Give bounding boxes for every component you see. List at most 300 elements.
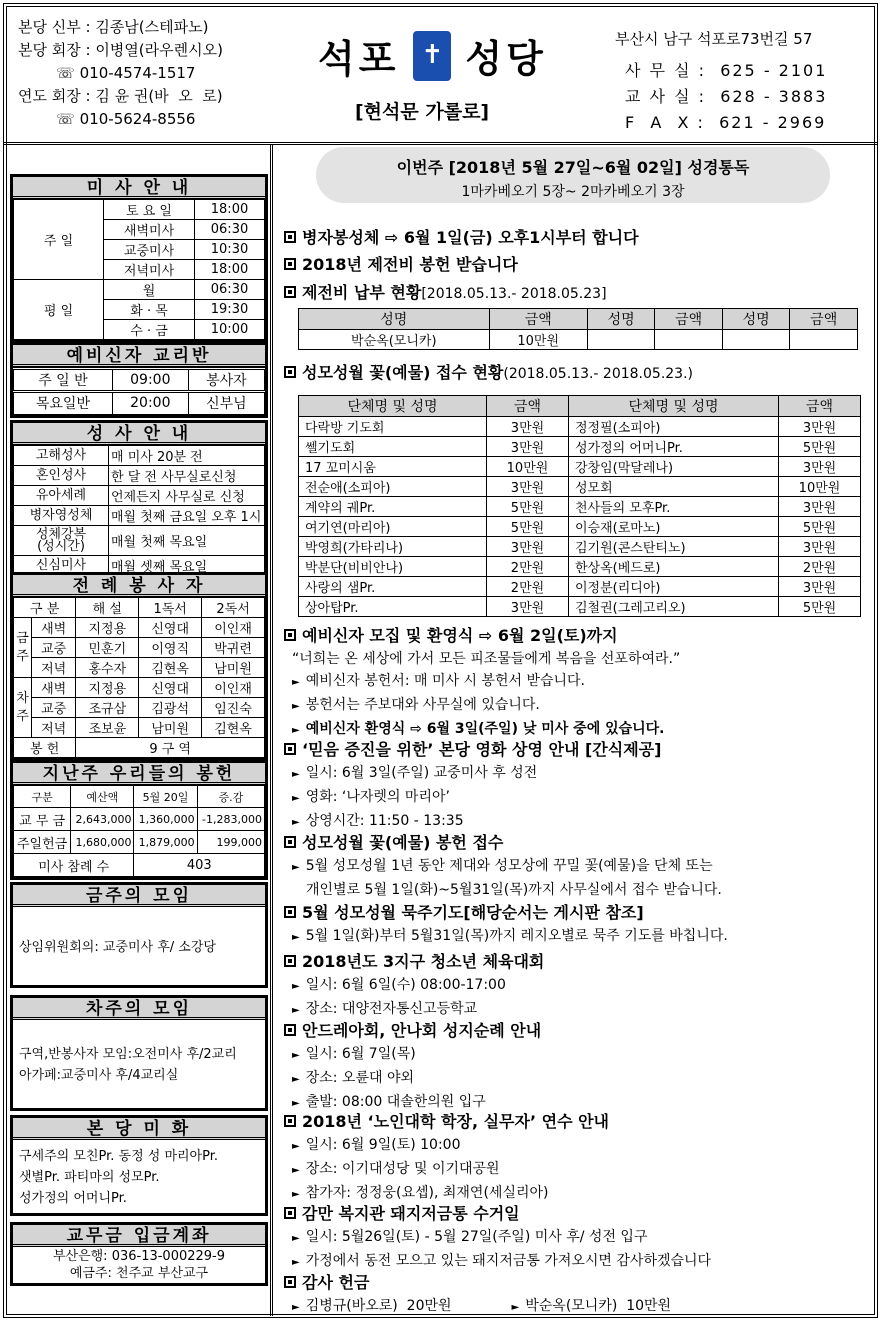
bullet-text: 일시: 6월 6일(수) 08:00-17:00 — [305, 977, 506, 993]
mass-name: 수 · 금 — [104, 320, 195, 340]
server-cell: 신영대 — [139, 678, 202, 698]
table-row — [299, 517, 861, 537]
bullet-text: 참가자: 정정웅(요셉), 최재연(세실리아) — [305, 1185, 549, 1201]
server-cell: 남미원 — [202, 658, 265, 678]
notice-title: 제전비 납부 현황 — [302, 283, 422, 302]
table-row — [14, 526, 265, 556]
table-row — [14, 698, 265, 718]
triangle-bullet-icon: ► — [292, 1074, 300, 1085]
table-row — [299, 457, 861, 477]
bullet-text: 장소: 이기대성당 및 이기대공원 — [305, 1161, 500, 1177]
notice-title: ‘믿음 증진을 위한’ 본당 영화 상영 안내 [간식제공] — [302, 740, 662, 759]
triangle-bullet-icon: ► — [292, 981, 300, 992]
table-row — [14, 658, 265, 678]
sacrament-info: 언제든지 사무실로 신청 — [109, 486, 265, 506]
bullet-text: 장소: 대양전자통신고등학교 — [305, 1001, 478, 1017]
sacrament-info: 매 미사 20분 전 — [109, 446, 265, 466]
amount-cell: 5만원 — [779, 437, 861, 457]
notice-section — [284, 1271, 868, 1319]
notice-heading — [284, 1202, 868, 1226]
sacrament-name: 신심미사 — [14, 556, 109, 576]
column-header: 증.감 — [197, 786, 264, 808]
server-cell: 이영직 — [139, 638, 202, 658]
mass-name: 토 요 일 — [104, 200, 195, 220]
staff-line: ☏ 010-4574-1517 — [18, 64, 196, 82]
amount-cell: 3만원 — [487, 437, 569, 457]
table-row — [14, 466, 265, 486]
church-logo-icon: ✝ — [413, 31, 451, 81]
table-row — [299, 477, 861, 497]
server-cell: 저녁 — [32, 718, 76, 738]
catechumen-table — [13, 367, 265, 415]
phone-line: 사 무 실 : 625 - 2101 — [625, 61, 828, 80]
notice-heading — [284, 950, 868, 974]
bible-title: 이번주 [2018년 5월 27일~6월 02일] 성경통독 — [396, 158, 750, 177]
address: 부산시 남구 석포로73번길 57 — [615, 30, 813, 48]
square-bullet-icon — [284, 286, 296, 298]
staff-line: 연도 회장 : 김 윤 권(바 오 로) — [18, 87, 223, 105]
server-cell: 교중 — [32, 698, 76, 718]
column-header: 성명 — [299, 309, 490, 330]
column-header: 금액 — [790, 309, 858, 330]
table-cell: 신부님 — [188, 392, 264, 415]
bank-account — [10, 1222, 268, 1286]
sacrament-info: 매월 셋째 목요일 — [109, 556, 265, 576]
column-header: 성명 — [722, 309, 790, 330]
amount-cell: 2만원 — [487, 557, 569, 577]
staff-line: 본당 신부 : 김종남(스테파노) — [18, 18, 209, 36]
notice-section — [284, 831, 868, 901]
square-bullet-icon — [284, 366, 296, 378]
phone-line: 교 사 실 : 628 - 3883 — [625, 87, 828, 106]
square-bullet-icon — [284, 955, 296, 967]
triangle-bullet-icon: ► — [292, 793, 300, 804]
column-header: 단체명 및 성명 — [299, 396, 487, 417]
table-row — [14, 392, 265, 415]
staff-info — [18, 16, 223, 131]
table-row — [299, 497, 861, 517]
thanks-item: 박순옥(모니카) 10만원 — [525, 1298, 672, 1314]
column-header: 2독서 — [202, 598, 265, 618]
bullet-text: 예비신자 봉헌서: 매 미사 시 봉헌서 받습니다. — [305, 673, 586, 689]
triangle-bullet-icon: ► — [292, 1098, 300, 1109]
server-cell: 김현옥 — [139, 658, 202, 678]
table-row — [14, 280, 265, 300]
table-row — [14, 486, 265, 506]
flower-line: 성가정의 어머니Pr. — [19, 1191, 127, 1206]
box-title: 예비신자 교리반 — [13, 345, 265, 367]
triangle-bullet-icon: ► — [292, 677, 300, 688]
name-cell: 정정필(소피아) — [568, 417, 778, 437]
week-label: 차주 — [14, 678, 32, 738]
notice-heading — [284, 253, 868, 277]
column-header: 구분 — [14, 786, 71, 808]
amount-cell: 2만원 — [487, 577, 569, 597]
triangle-bullet-icon: ► — [292, 1302, 300, 1313]
notice-date-range: [2018.05.13.- 2018.05.23] — [421, 286, 607, 302]
sacrament-name: 유아세례 — [14, 486, 109, 506]
box-title: 본 당 미 화 — [13, 1118, 265, 1140]
notice-section — [284, 253, 868, 277]
column-header: 구 분 — [14, 598, 76, 618]
bullet-text: 출발: 08:00 대솔한의원 입구 — [305, 1094, 486, 1110]
server-cell: 새벽 — [32, 678, 76, 698]
table-header-row — [299, 309, 858, 330]
thanks-item: 김병규(바오로) 20만원 — [305, 1298, 452, 1314]
meeting-text: 상임위원회의: 교중미사 후/ 소강당 — [19, 940, 216, 955]
bullet-text: 가정에서 동전 모으고 있는 돼지저금통 가져오시면 감사하겠습니다 — [305, 1253, 712, 1269]
notice-heading — [284, 1110, 868, 1134]
table-row — [14, 506, 265, 526]
sacrament-info: 매월 첫째 목요일 — [109, 526, 265, 556]
table-cell: 주 일 반 — [14, 369, 113, 392]
table-row — [14, 808, 265, 831]
column-header: 해 설 — [76, 598, 139, 618]
server-cell: 김광석 — [139, 698, 202, 718]
staff-line: 본당 회장 : 이병열(라우렌시오) — [18, 41, 223, 59]
amount-cell: 3만원 — [487, 417, 569, 437]
bullet-text: 일시: 5월26일(토) - 5월 27일(주일) 미사 후/ 성전 입구 — [305, 1229, 648, 1245]
mass-time: 06:30 — [195, 280, 265, 300]
notice-heading — [284, 1019, 868, 1043]
liturgy-servers — [10, 572, 268, 761]
offering-table — [13, 785, 265, 877]
table-cell: 10만원 — [489, 330, 587, 350]
server-cell: 민훈기 — [76, 638, 139, 658]
server-cell: 지정용 — [76, 618, 139, 638]
table-cell: 박순옥(모니카) — [299, 330, 490, 350]
triangle-bullet-icon: ► — [511, 1302, 520, 1313]
name-cell: 여기연(마리아) — [299, 517, 487, 537]
table-row — [14, 678, 265, 698]
offering-cell: 1,360,000 — [134, 808, 197, 831]
mass-time: 18:00 — [195, 200, 265, 220]
box-title: 금주의 모임 — [13, 885, 265, 907]
attendance-label: 미사 참례 수 — [14, 854, 134, 877]
jejeonbi-table — [298, 308, 858, 350]
amount-cell: 5만원 — [779, 597, 861, 617]
square-bullet-icon — [284, 743, 296, 755]
sacrament-name: 병자영성체 — [14, 506, 109, 526]
server-cell: 홍수자 — [76, 658, 139, 678]
phone-line: F A X : 621 - 2969 — [625, 113, 827, 132]
triangle-bullet-icon: ► — [292, 1257, 300, 1268]
bullet-text: 영화: ‘나자렛의 마리아’ — [305, 789, 450, 805]
sacrament-name: 고해성사 — [14, 446, 109, 466]
mass-time: 06:30 — [195, 220, 265, 240]
bible-range: 1마카베오기 5장~ 2마카베오기 3장 — [461, 184, 685, 200]
table-cell: 09:00 — [112, 369, 188, 392]
day-group-label: 주 일 — [14, 200, 104, 280]
notice-title: 2018년 ‘노인대학 학장, 실무자’ 연수 안내 — [302, 1112, 610, 1131]
notice-title: 5월 성모성월 묵주기도[해당순서는 게시판 참조] — [302, 903, 644, 922]
column-divider — [270, 144, 273, 1316]
bullet-item — [284, 1067, 868, 1091]
notice-section — [284, 281, 868, 350]
sacrament-name: 성체강복 (성시간) — [14, 526, 109, 556]
server-cell: 이인재 — [202, 618, 265, 638]
table-row — [14, 831, 265, 854]
box-title: 미 사 안 내 — [13, 177, 265, 199]
box-title: 성 사 안 내 — [13, 423, 265, 445]
amount-cell: 3만원 — [779, 537, 861, 557]
notice-title: 병자봉성체 ⇨ 6월 1일(금) 오후1시부터 합니다 — [302, 228, 639, 247]
column-header: 금액 — [489, 309, 587, 330]
name-cell: 사랑의 샘Pr. — [299, 577, 487, 597]
name-cell: 김기원(콘스탄티노) — [568, 537, 778, 557]
day-group-label: 평 일 — [14, 280, 104, 340]
square-bullet-icon — [284, 231, 296, 243]
triangle-bullet-icon: ► — [292, 932, 300, 943]
bullet-text: 상영시간: 11:50 - 13:35 — [305, 813, 464, 829]
next-week-meetings — [10, 995, 268, 1111]
box-title: 교무금 입금계좌 — [13, 1225, 265, 1247]
notice-title: 예비신자 모집 및 환영식 ⇨ 6월 2일(토)까지 — [302, 626, 618, 645]
thanks-list — [284, 1295, 868, 1319]
meeting-text: 아가페:교중미사 후/4교리실 — [19, 1068, 179, 1083]
sacrament-info: 매월 첫째 금요일 오후 1시 — [109, 506, 265, 526]
table-row — [299, 330, 858, 350]
bullet-item — [284, 670, 868, 694]
offering-cell: 199,000 — [197, 831, 264, 854]
bullet-item — [284, 786, 868, 810]
notice-section — [284, 901, 868, 949]
amount-cell: 2만원 — [779, 557, 861, 577]
offering-value: 9 구 역 — [76, 738, 265, 758]
amount-cell: 5만원 — [779, 517, 861, 537]
last-week-offering — [10, 760, 268, 880]
square-bullet-icon — [284, 1207, 296, 1219]
mass-time: 19:30 — [195, 300, 265, 320]
column-header: 단체명 및 성명 — [568, 396, 778, 417]
name-cell: 박영희(가타리나) — [299, 537, 487, 557]
server-cell: 이인재 — [202, 678, 265, 698]
notice-title: 2018년 제전비 봉헌 받습니다 — [302, 255, 518, 274]
name-cell: 이정분(리디아) — [568, 577, 778, 597]
amount-cell: 3만원 — [779, 497, 861, 517]
table-row — [14, 369, 265, 392]
title-left: 석포 — [318, 37, 400, 81]
table-row — [14, 200, 265, 220]
notice-heading — [284, 226, 868, 250]
flower-line: 샛별Pr. 파티마의 성모Pr. — [19, 1170, 160, 1185]
column-header: 예산액 — [71, 786, 134, 808]
square-bullet-icon — [284, 258, 296, 270]
server-cell: 김현옥 — [202, 718, 265, 738]
offering-cell: 주일헌금 — [14, 831, 71, 854]
table-row — [299, 557, 861, 577]
square-bullet-icon — [284, 1115, 296, 1127]
bullet-item — [284, 855, 868, 879]
name-cell: 천사들의 모후Pr. — [568, 497, 778, 517]
server-cell: 임진숙 — [202, 698, 265, 718]
bullet-text: 예비신자 환영식 ⇨ 6월 3일(주일) 낮 미사 중에 있습니다. — [305, 721, 665, 737]
notice-section — [284, 1110, 868, 1206]
notice-section — [284, 624, 868, 742]
notice-section — [284, 1019, 868, 1115]
mass-time: 10:30 — [195, 240, 265, 260]
server-cell: 박귀련 — [202, 638, 265, 658]
server-cell: 교중 — [32, 638, 76, 658]
mass-time: 18:00 — [195, 260, 265, 280]
name-cell: 박분단(비비안나) — [299, 557, 487, 577]
table-row — [14, 786, 265, 808]
phone-list — [625, 58, 827, 136]
offering-cell: 1,879,000 — [134, 831, 197, 854]
column-header: 금액 — [487, 396, 569, 417]
triangle-bullet-icon: ► — [292, 1189, 300, 1200]
amount-cell: 10만원 — [779, 477, 861, 497]
attendance-value: 403 — [134, 854, 265, 877]
servers-table — [13, 597, 265, 758]
meeting-text: 구역,반봉사자 모임:오전미사 후/2교리 — [19, 1047, 237, 1062]
header-divider — [3, 142, 878, 146]
offering-label: 봉 헌 — [14, 738, 76, 758]
notice-section — [284, 738, 868, 834]
notice-section — [284, 361, 868, 617]
name-cell: 성모회 — [568, 477, 778, 497]
bullet-item — [284, 1134, 868, 1158]
catechumen-class — [10, 342, 268, 418]
name-cell: 김철권(그레고리오) — [568, 597, 778, 617]
mass-table — [13, 199, 265, 340]
square-bullet-icon — [284, 836, 296, 848]
triangle-bullet-icon: ► — [292, 862, 300, 873]
name-cell: 한상옥(베드로) — [568, 557, 778, 577]
notice-title: 성모성월 꽃(예물) 접수 현황 — [302, 363, 504, 382]
bullet-item — [284, 1043, 868, 1067]
triangle-bullet-icon: ► — [292, 769, 300, 780]
patron-subtitle: [현석문 가롤로] — [355, 101, 490, 123]
amount-cell: 3만원 — [779, 457, 861, 477]
flower-line: 구세주의 모친Pr. 동정 성 마리아Pr. — [19, 1149, 219, 1164]
bullet-text: 일시: 6월 7일(목) — [305, 1046, 416, 1062]
column-header: 성명 — [587, 309, 655, 330]
table-row — [14, 598, 265, 618]
flower-offering-table — [298, 395, 861, 617]
offering-cell: -1,283,000 — [197, 808, 264, 831]
server-cell: 저녁 — [32, 658, 76, 678]
quote-text: “너희는 온 세상에 가서 모든 피조물들에게 복음을 선포하여라.” — [292, 651, 681, 667]
triangle-bullet-icon: ► — [292, 817, 300, 828]
sacraments-info — [10, 420, 268, 579]
table-row — [14, 718, 265, 738]
table-row — [299, 537, 861, 557]
bullet-item — [284, 1158, 868, 1182]
name-cell: 계약의 궤Pr. — [299, 497, 487, 517]
server-cell: 신영대 — [139, 618, 202, 638]
table-header-row — [299, 396, 861, 417]
notice-section — [284, 950, 868, 1022]
bullet-text: 봉헌서는 주보대와 사무실에 있습니다. — [305, 697, 540, 713]
account-line: 예금주: 천주교 부산교구 — [69, 1266, 209, 1281]
triangle-bullet-icon: ► — [292, 1233, 300, 1244]
box-title: 차주의 모임 — [13, 998, 265, 1020]
notice-heading — [284, 361, 868, 386]
offering-cell: 2,643,000 — [71, 808, 134, 831]
table-cell — [587, 330, 655, 350]
mass-name: 새벽미사 — [104, 220, 195, 240]
bullet-item — [284, 762, 868, 786]
triangle-bullet-icon: ► — [292, 701, 300, 712]
notice-title: 성모성월 꽃(예물) 봉헌 접수 — [302, 833, 504, 852]
mass-name: 교중미사 — [104, 240, 195, 260]
sacrament-info: 한 달 전 사무실로신청 — [109, 466, 265, 486]
table-cell: 봉사자 — [188, 369, 264, 392]
bullet-text: 일시: 6월 3일(주일) 교중미사 후 성전 — [305, 765, 538, 781]
table-row — [299, 417, 861, 437]
name-cell: 성가정의 어머니Pr. — [568, 437, 778, 457]
name-cell: 17 꼬미시움 — [299, 457, 487, 477]
table-cell: 목요일반 — [14, 392, 113, 415]
notice-title: 감만 복지관 돼지저금통 수거일 — [302, 1204, 520, 1223]
notice-date-range: (2018.05.13.- 2018.05.23.) — [503, 366, 694, 382]
table-cell — [655, 330, 723, 350]
notice-heading — [284, 901, 868, 925]
triangle-bullet-icon: ► — [292, 1005, 300, 1016]
sacrament-name: 혼인성사 — [14, 466, 109, 486]
triangle-bullet-icon: ► — [292, 1050, 300, 1061]
table-row — [14, 638, 265, 658]
amount-cell: 5만원 — [487, 517, 569, 537]
continuation-text: 개인별로 5월 1일(화)~5월31일(목)까지 사무실에서 접수 받습니다. — [306, 882, 722, 898]
box-title: 전 례 봉 사 자 — [13, 575, 265, 597]
server-cell: 조보윤 — [76, 718, 139, 738]
mass-name: 화 · 목 — [104, 300, 195, 320]
column-header: 금액 — [779, 396, 861, 417]
mass-time: 10:00 — [195, 320, 265, 340]
name-cell: 전순애(소피아) — [299, 477, 487, 497]
server-cell: 지정용 — [76, 678, 139, 698]
week-label: 금주 — [14, 618, 32, 678]
offering-cell: 교 무 금 — [14, 808, 71, 831]
notice-heading — [284, 624, 868, 648]
server-cell: 남미원 — [139, 718, 202, 738]
square-bullet-icon — [284, 1024, 296, 1036]
column-header: 금액 — [655, 309, 723, 330]
bullet-item — [284, 974, 868, 998]
amount-cell: 10만원 — [487, 457, 569, 477]
bullet-item — [284, 694, 868, 718]
triangle-bullet-icon: ► — [292, 1165, 300, 1176]
bullet-text: 5월 1일(화)부터 5월31일(목)까지 레지오별로 묵주 기도를 바칩니다. — [305, 928, 728, 944]
triangle-bullet-icon: ► — [292, 725, 300, 736]
table-row — [14, 446, 265, 466]
flower-decoration — [10, 1115, 268, 1216]
amount-cell: 3만원 — [779, 417, 861, 437]
column-header: 5월 20일 — [134, 786, 197, 808]
table-row — [299, 437, 861, 457]
column-header: 1독서 — [139, 598, 202, 618]
notice-section — [284, 226, 868, 250]
triangle-bullet-icon: ► — [292, 1141, 300, 1152]
bullet-item — [284, 1226, 868, 1250]
notice-heading — [284, 738, 868, 762]
table-row — [14, 618, 265, 638]
table-row — [299, 597, 861, 617]
notice-heading — [284, 281, 868, 306]
bullet-item — [284, 925, 868, 949]
box-title: 지난주 우리들의 봉헌 — [13, 763, 265, 785]
title-right: 성당 — [465, 37, 547, 81]
table-cell — [790, 330, 858, 350]
server-cell: 조규삼 — [76, 698, 139, 718]
name-cell: 상아탑Pr. — [299, 597, 487, 617]
offering-cell: 1,680,000 — [71, 831, 134, 854]
server-cell: 새벽 — [32, 618, 76, 638]
table-cell: 20:00 — [112, 392, 188, 415]
mass-schedule — [10, 174, 268, 343]
